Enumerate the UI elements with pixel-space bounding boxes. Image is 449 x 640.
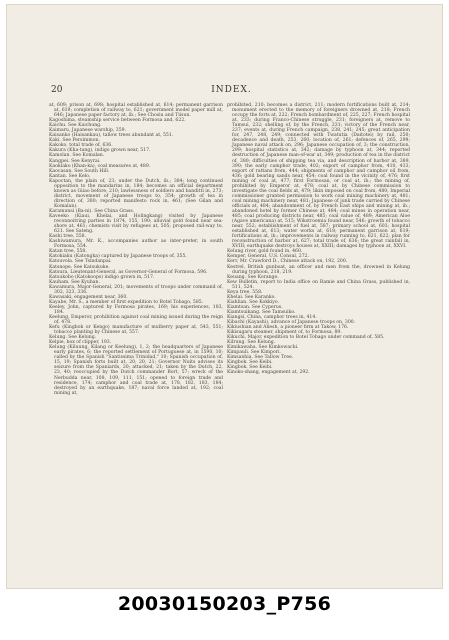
running-title: INDEX.: [211, 85, 252, 95]
index-entry: Kaveeko (Kiaui, Khelai, and Holingkang) visited by Japanese reconnoitring parties in 1874, 155, 190; alluvial gold found near sea-shore at, 461; chemists visit by refugees at, 505; proposed rail-way to, 621. See Sateng.: [49, 214, 223, 235]
index-entry: Keelung, Emperor, prohibition against coal mining issued during the reign of, 478.: [49, 314, 223, 326]
index-entry: Khelai. See Karanko.: [227, 294, 276, 300]
image-caption: 20030150203_P756: [117, 593, 332, 615]
index-entry: Kaoklako (Khan-ka), coal measures at, 489.: [49, 163, 151, 169]
index-entry: Keuang. See Korange.: [227, 274, 279, 280]
index-entry: Kaocasan. See South Hill.: [49, 168, 110, 174]
index-entry: Kashi tree, 558.: [49, 234, 87, 240]
index-entry: Kauham. See Kyuhan.: [49, 279, 100, 285]
index-entry: Kagoshima, steamship service between Formosa and, 622.: [49, 118, 186, 124]
index-entry: Keeley, John, captured by Formosa pirates, 169; his experiences, 183, 184.: [49, 304, 223, 315]
index-entry: Kingbok. See Keibi.: [227, 365, 273, 371]
page-header: [51, 85, 412, 99]
index-entry: Kestrel, British gunboat, an officer and men from the, drowned in Kelung during typhoon, 218, 219.: [227, 264, 410, 275]
index-entry: Kiahlian. See Kokkiyo.: [227, 299, 280, 305]
index-entry: Katsnope. See Katsukuke.: [49, 264, 110, 270]
index-entry: Kelung (Kiluung, Kilang or Keelung), 1, 2; the headquarters of Japanese early pirates, 6; the reported settlement of Portuguese at, in 1590, 10; called by the Spanish "Santissima Trinidad," 10; Spanish occupation of, 15, 19; Spanish forts built at, 20, 20, 21; Governor Nuits advises its seizure from the Spaniards, 20; attacked, 21; taken by the Dutch, 22, 23, 40; reoccupied by the Dutch commander Bort, 57; wreck of the Nerbudda near, 108, 109, 111, 151; opened to foreign trade and residence, 174; camphor and coal trade at, 178, 182, 183, 184; destroyed by an earthquake, 187; naval force landed at, 192; coal mining at,: [49, 345, 223, 396]
index-column-right: [227, 103, 410, 376]
index-entry: Kimpauli. See Kimpori.: [227, 350, 281, 356]
index-entry: Katsura, Lieutenant-General, as Governor-General of Formosa, 596.: [49, 269, 208, 275]
index-entry: Kiangsi, China, camphor trees in, 414.: [227, 314, 317, 320]
index-entry: Kelung river, gold found in, 460.: [227, 249, 303, 255]
index-entry: Keya tree, 558.: [227, 289, 263, 295]
index-entry: Kayabe, Mr. S., a member of first expedition to Botel Tobago, 585.: [49, 299, 204, 305]
index-entry: Kimikawaha. See Kimkowachi.: [227, 345, 299, 351]
index-entry: Kefu (Kingbok or Kengo) manufacture of mulberry paper at, 543, 551; tobacco planting by Chinese at, 557.: [49, 325, 223, 336]
index-entry: Kantan. See Kelo.: [49, 173, 91, 179]
index-entry: Kaki. See Persimmon.: [49, 138, 100, 144]
index-entry: Kaichu. See Kaichung.: [49, 123, 102, 129]
index-entry: Kangpei. See Kenyrai.: [49, 158, 101, 164]
page-number: 20: [51, 85, 63, 95]
index-entry: Kikiushian and Aliesh, a pioneer firm at Takow, 176.: [227, 325, 349, 331]
index-entry: prohibited, 210; becomes a district, 211; modern fortifications built at, 214; monument erected to the memory of foreigners drowned at, 218; French occupy the forts at, 222; French bombardment of, 225, 227; French hospital at, 233; during Franco-Chinese struggle, 231; foreigners at, remove to Tamsui, 232; shelling of, by the French, 231; victory of the French near, 237; events at, during French campaign, 238, 241; 245; great anticipation for, 247, 248, 249; connected with Twatutia (Daitotei) by rail, 250; decadence and death, 253, 260; location of, 261; defences of, 265, 299; Japanese naval attack on, 296; Japanese occupation of, 3; the construction, 299; hospital statistics at, 342; damage by typhoon at, 344; reported destruction of Japanese man-of-war at, 349; production of tea in the district of, 380; difficulties of shipping tea via, and description of harbor at, 389, 390; the early camphor trade, 402; export of camphor from, 410, 433; export of rattans from, 444; shipments of camphor and camphor oil from, 436; gold bearing sands near, 454; coal found in the vicinity of, 476; first mining of coal at, 477; first Formosan, or coal at, ib.; the mining of, prohibited by Emperor at, 478; coal at, by Chinese commission to investigate the coal fields at, 479; likin imposed on coal from, 480; Imperial commissioner granted permission to work coal mining machinery at, 481; coal mining machinery near, 481; Japanese of junk trade carried by Chinese officials at, 484; abandonment of, by French East ships and mining at, ib.; abandoned hotel by former Chinese at, 484; coal mines in operation near, 485; coal producing districts near, 485; coal value of, 489; American Aloe (Agave americana) at, 515; Wikstroemia found near, 546; growth of tobacco near, 552; establishment of fuel at, 587; primary school at, 603; hospital established at, 613; water works at, 618; permanent garrison at, 619; fortifications at, ib.; improvements in railway running to, 621, 622; plan for reconstruction of harbor at, 627; total trade of, 636; the great rainfall in, XVIII; earthquake destroys houses at, XXIII; damages by typhoon at, XXVI.: [227, 103, 411, 250]
index-entry: Katan tree, 558.: [49, 249, 87, 255]
index-entry: Kilrung. See Kelung.: [227, 340, 276, 346]
index-entry: Kinoko-shang, engagement at, 292.: [227, 370, 310, 376]
index-entry: at, 609; prison at, 698; hospital established at, 614; permanent garrison at, 619; completion of railway to, 621; government model paper mill at, 646; Japanese paper factory at, ib.; See Chosiu and Tiisun.: [49, 103, 223, 119]
index-entry: Kiamtsuikang. See Tamsuiko.: [227, 309, 296, 315]
index-entry: Kemper, General, U.S. Consul, 272.: [227, 254, 310, 260]
index-entry: Kamolan. See Komalan.: [49, 153, 105, 159]
index-entry: Katsukobo (Katokoops) indigo grown in, 517.: [49, 274, 155, 280]
index-entry: Kikisugaru steamer, shipment of, to Formosa, 89.: [227, 330, 342, 336]
index-entry: Kiamtsan. See Cyperus.: [227, 304, 283, 310]
index-entry: Kerr, Mr. Crawford D., Chinese attack on, 192, 200.: [227, 259, 348, 265]
index-entry: Kaisanko (Haisankau), tallow trees abundant at, 551.: [49, 133, 174, 139]
index-entry: Kikuchi, Major, expedition to Botel Tobago under command of, 585.: [227, 335, 385, 341]
index-entry: Kawasaki, engagement near, 360.: [49, 294, 128, 300]
index-entry: Kakoko, total trade of, 636.: [49, 143, 113, 149]
index-entry: Kimsanhia. See Tallow Tree.: [227, 355, 294, 361]
index-entry: Kingbok. See Keibi.: [227, 360, 273, 366]
index-entry: Kapoctan, the plain of, 23; under the Dutch, ib.; 384; long continued opposition to the mandarins in, 184; becomes an official department known as Giiao before, 210; lawlessness of soldiers and banditti in, 273; district, movement of Japanese troops to, 354; growth of tea in direction of, 380; reported manifesto rock in, 461; (See Gilan and Komalan).: [49, 178, 223, 209]
index-entry: Kelpie, box of clipper, 193.: [49, 340, 112, 346]
index-entry: Kawamura, Major-General, 201; movements of troops under command of, 302, 323, 336.: [49, 284, 223, 295]
index-column-left: [49, 103, 223, 396]
index-entry: Kelung. See Kelung.: [49, 335, 97, 341]
index-entry: Kakura (Kha-tang), indigo grown near, 517.: [49, 148, 151, 154]
index-entry: Kew Bulletin, report to India office on Ramie and China Grass, published in, 511, 524.: [227, 279, 410, 290]
index-entry: Kibachi (Kayashi), advance of Japanese troops on, 300.: [227, 320, 356, 326]
book-page: [6, 4, 443, 589]
index-entry: Katsuvola. See Tsindanpai.: [49, 259, 112, 265]
index-entry: Karamunsi (Ba-ni). See China Grass.: [49, 208, 135, 214]
index-entry: Katokiaku (Katongka) captured by Japanese troops of, 355.: [49, 254, 187, 260]
index-entry: Kaimaru, Japanese warship, 359.: [49, 128, 127, 134]
index-entry: Kashiwamura, Mr. K., accompanies author as inter-preter, in south Formosa, 554.: [49, 239, 223, 250]
